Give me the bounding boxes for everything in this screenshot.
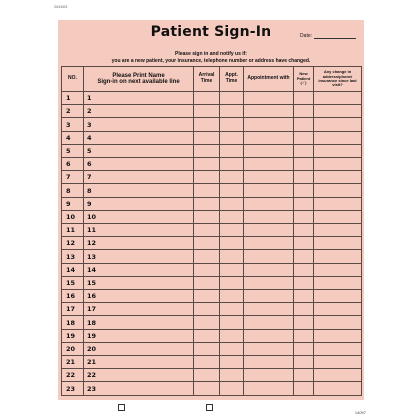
name-cell[interactable]: 12 bbox=[84, 237, 194, 250]
appt-time-cell[interactable] bbox=[220, 276, 244, 289]
changes-cell[interactable] bbox=[314, 356, 362, 369]
table-row bbox=[62, 356, 362, 369]
notice-line-2: you are a new patient, your insurance, telephone number or address have changed. bbox=[111, 57, 311, 64]
appointment-with-cell[interactable] bbox=[244, 197, 294, 210]
row-number: 21 bbox=[62, 356, 84, 369]
new-patient-cell[interactable] bbox=[294, 118, 314, 131]
form-number: 261603 bbox=[54, 4, 68, 9]
appointment-with-cell[interactable] bbox=[244, 131, 294, 144]
row-number: 16 bbox=[62, 290, 84, 303]
appt-time-cell[interactable] bbox=[220, 369, 244, 382]
arrival-time-cell[interactable] bbox=[194, 237, 220, 250]
table-row bbox=[62, 303, 362, 316]
changes-cell[interactable] bbox=[314, 276, 362, 289]
appointment-with-cell[interactable] bbox=[244, 290, 294, 303]
name-cell[interactable]: 8 bbox=[84, 184, 194, 197]
new-patient-cell[interactable] bbox=[294, 197, 314, 210]
changes-cell[interactable] bbox=[314, 158, 362, 171]
table-row bbox=[62, 382, 362, 396]
appointment-with-cell[interactable] bbox=[244, 92, 294, 105]
appt-time-cell[interactable] bbox=[220, 290, 244, 303]
row-number: 2 bbox=[62, 105, 84, 118]
row-number: 9 bbox=[62, 197, 84, 210]
row-number: 3 bbox=[62, 118, 84, 131]
appt-time-cell[interactable] bbox=[220, 118, 244, 131]
arrival-time-cell[interactable] bbox=[194, 382, 220, 396]
appt-time-cell[interactable] bbox=[220, 342, 244, 355]
changes-cell[interactable] bbox=[314, 144, 362, 157]
appt-time-cell[interactable] bbox=[220, 224, 244, 237]
table-row bbox=[62, 250, 362, 263]
appt-time-cell[interactable] bbox=[220, 382, 244, 396]
header-new-patient: New Patient (✓) bbox=[294, 67, 314, 92]
table-row bbox=[62, 158, 362, 171]
new-patient-cell[interactable] bbox=[294, 237, 314, 250]
new-patient-cell[interactable] bbox=[294, 303, 314, 316]
changes-cell[interactable] bbox=[314, 263, 362, 276]
header-appt-time: Appt. Time bbox=[220, 67, 244, 92]
name-cell[interactable]: 6 bbox=[84, 158, 194, 171]
appointment-with-cell[interactable] bbox=[244, 316, 294, 329]
table-row bbox=[62, 342, 362, 355]
appt-time-cell[interactable] bbox=[220, 250, 244, 263]
arrival-time-cell[interactable] bbox=[194, 118, 220, 131]
arrival-time-cell[interactable] bbox=[194, 303, 220, 316]
table-row bbox=[62, 118, 362, 131]
row-number: 22 bbox=[62, 369, 84, 382]
appointment-with-cell[interactable] bbox=[244, 356, 294, 369]
new-patient-cell[interactable] bbox=[294, 316, 314, 329]
changes-cell[interactable] bbox=[314, 118, 362, 131]
changes-cell[interactable] bbox=[314, 197, 362, 210]
new-patient-cell[interactable] bbox=[294, 131, 314, 144]
name-cell[interactable]: 11 bbox=[84, 224, 194, 237]
changes-cell[interactable] bbox=[314, 210, 362, 223]
appointment-with-cell[interactable] bbox=[244, 224, 294, 237]
new-patient-cell[interactable] bbox=[294, 92, 314, 105]
bottom-checkbox-left[interactable] bbox=[118, 404, 125, 411]
name-cell[interactable]: 1 bbox=[84, 92, 194, 105]
row-number: 5 bbox=[62, 144, 84, 157]
table-row bbox=[62, 276, 362, 289]
notice-line-1: Please sign in and notify us if: bbox=[175, 51, 247, 57]
new-patient-cell[interactable] bbox=[294, 276, 314, 289]
appt-time-cell[interactable] bbox=[220, 316, 244, 329]
row-number: 10 bbox=[62, 210, 84, 223]
new-patient-cell[interactable] bbox=[294, 184, 314, 197]
changes-cell[interactable] bbox=[314, 342, 362, 355]
changes-cell[interactable] bbox=[314, 316, 362, 329]
arrival-time-cell[interactable] bbox=[194, 369, 220, 382]
appt-time-cell[interactable] bbox=[220, 144, 244, 157]
appt-time-cell[interactable] bbox=[220, 237, 244, 250]
arrival-time-cell[interactable] bbox=[194, 184, 220, 197]
arrival-time-cell[interactable] bbox=[194, 171, 220, 184]
name-cell[interactable]: 19 bbox=[84, 329, 194, 342]
table-header-row bbox=[62, 67, 362, 92]
table-row bbox=[62, 316, 362, 329]
arrival-time-cell[interactable] bbox=[194, 316, 220, 329]
arrival-time-cell[interactable] bbox=[194, 276, 220, 289]
appointment-with-cell[interactable] bbox=[244, 105, 294, 118]
changes-cell[interactable] bbox=[314, 92, 362, 105]
appt-time-cell[interactable] bbox=[220, 131, 244, 144]
appt-time-cell[interactable] bbox=[220, 171, 244, 184]
table-row bbox=[62, 184, 362, 197]
row-number: 18 bbox=[62, 316, 84, 329]
appointment-with-cell[interactable] bbox=[244, 250, 294, 263]
row-number: 13 bbox=[62, 250, 84, 263]
appointment-with-cell[interactable] bbox=[244, 118, 294, 131]
arrival-time-cell[interactable] bbox=[194, 105, 220, 118]
appt-time-cell[interactable] bbox=[220, 197, 244, 210]
table-row bbox=[62, 237, 362, 250]
sign-in-sheet bbox=[58, 20, 364, 400]
table-row bbox=[62, 131, 362, 144]
new-patient-cell[interactable] bbox=[294, 224, 314, 237]
form-code: 14097 bbox=[354, 410, 366, 415]
changes-cell[interactable] bbox=[314, 250, 362, 263]
appt-time-cell[interactable] bbox=[220, 158, 244, 171]
header-changes: Any change in address/phone/ insurance since last visit? bbox=[314, 67, 362, 92]
table-row bbox=[62, 144, 362, 157]
date-label: Date: bbox=[300, 33, 312, 39]
appointment-with-cell[interactable] bbox=[244, 237, 294, 250]
changes-cell[interactable] bbox=[314, 303, 362, 316]
bottom-checkbox-right[interactable] bbox=[206, 404, 213, 411]
arrival-time-cell[interactable] bbox=[194, 263, 220, 276]
appt-time-cell[interactable] bbox=[220, 263, 244, 276]
appointment-with-cell[interactable] bbox=[244, 342, 294, 355]
appt-time-cell[interactable] bbox=[220, 184, 244, 197]
name-cell[interactable]: 14 bbox=[84, 263, 194, 276]
appointment-with-cell[interactable] bbox=[244, 276, 294, 289]
name-cell[interactable]: 10 bbox=[84, 210, 194, 223]
row-number: 17 bbox=[62, 303, 84, 316]
header-name-line-2: Sign-in on next available line bbox=[97, 79, 180, 85]
header-arrival-time: Arrival Time bbox=[194, 67, 220, 92]
appointment-with-cell[interactable] bbox=[244, 171, 294, 184]
appointment-with-cell[interactable] bbox=[244, 263, 294, 276]
row-number: 6 bbox=[62, 158, 84, 171]
changes-cell[interactable] bbox=[314, 171, 362, 184]
name-cell[interactable]: 5 bbox=[84, 144, 194, 157]
arrival-time-cell[interactable] bbox=[194, 356, 220, 369]
new-patient-cell[interactable] bbox=[294, 144, 314, 157]
name-cell[interactable]: 17 bbox=[84, 303, 194, 316]
table-row bbox=[62, 224, 362, 237]
row-number: 14 bbox=[62, 263, 84, 276]
table-row bbox=[62, 92, 362, 105]
new-patient-cell[interactable] bbox=[294, 290, 314, 303]
new-patient-cell[interactable] bbox=[294, 369, 314, 382]
sign-in-table bbox=[61, 66, 362, 396]
arrival-time-cell[interactable] bbox=[194, 342, 220, 355]
table-row bbox=[62, 369, 362, 382]
row-number: 8 bbox=[62, 184, 84, 197]
table-row bbox=[62, 171, 362, 184]
appt-time-cell[interactable] bbox=[220, 210, 244, 223]
changes-cell[interactable] bbox=[314, 184, 362, 197]
row-number: 12 bbox=[62, 237, 84, 250]
appointment-with-cell[interactable] bbox=[244, 303, 294, 316]
appt-time-cell[interactable] bbox=[220, 303, 244, 316]
appt-time-cell[interactable] bbox=[220, 105, 244, 118]
header-name bbox=[84, 67, 194, 92]
name-cell[interactable]: 21 bbox=[84, 356, 194, 369]
appointment-with-cell[interactable] bbox=[244, 184, 294, 197]
name-cell[interactable]: 2 bbox=[84, 105, 194, 118]
row-number: 1 bbox=[62, 92, 84, 105]
appt-time-cell[interactable] bbox=[220, 92, 244, 105]
name-cell[interactable]: 7 bbox=[84, 171, 194, 184]
new-patient-cell[interactable] bbox=[294, 382, 314, 396]
changes-cell[interactable] bbox=[314, 369, 362, 382]
name-cell[interactable]: 18 bbox=[84, 316, 194, 329]
changes-cell[interactable] bbox=[314, 224, 362, 237]
header-name-line-1: Please Print Name bbox=[112, 72, 165, 79]
date-line[interactable] bbox=[314, 32, 356, 39]
name-cell[interactable]: 16 bbox=[84, 290, 194, 303]
new-patient-cell[interactable] bbox=[294, 171, 314, 184]
table-row bbox=[62, 290, 362, 303]
row-number: 11 bbox=[62, 224, 84, 237]
name-cell[interactable]: 3 bbox=[84, 118, 194, 131]
changes-cell[interactable] bbox=[314, 329, 362, 342]
arrival-time-cell[interactable] bbox=[194, 210, 220, 223]
arrival-time-cell[interactable] bbox=[194, 158, 220, 171]
arrival-time-cell[interactable] bbox=[194, 224, 220, 237]
row-number: 19 bbox=[62, 329, 84, 342]
name-cell[interactable]: 22 bbox=[84, 369, 194, 382]
arrival-time-cell[interactable] bbox=[194, 250, 220, 263]
changes-cell[interactable] bbox=[314, 237, 362, 250]
name-cell[interactable]: 13 bbox=[84, 250, 194, 263]
new-patient-cell[interactable] bbox=[294, 263, 314, 276]
row-number: 15 bbox=[62, 276, 84, 289]
row-number: 4 bbox=[62, 131, 84, 144]
new-patient-cell[interactable] bbox=[294, 250, 314, 263]
table-row bbox=[62, 210, 362, 223]
table-row bbox=[62, 105, 362, 118]
table-row bbox=[62, 197, 362, 210]
header-no: NO. bbox=[62, 67, 84, 92]
new-patient-cell[interactable] bbox=[294, 158, 314, 171]
appointment-with-cell[interactable] bbox=[244, 158, 294, 171]
changes-cell[interactable] bbox=[314, 290, 362, 303]
arrival-time-cell[interactable] bbox=[194, 329, 220, 342]
name-cell[interactable]: 23 bbox=[84, 382, 194, 396]
name-cell[interactable]: 4 bbox=[84, 131, 194, 144]
changes-cell[interactable] bbox=[314, 105, 362, 118]
row-number: 20 bbox=[62, 342, 84, 355]
appointment-with-cell[interactable] bbox=[244, 144, 294, 157]
changes-cell[interactable] bbox=[314, 382, 362, 396]
new-patient-cell[interactable] bbox=[294, 356, 314, 369]
arrival-time-cell[interactable] bbox=[194, 290, 220, 303]
row-number: 7 bbox=[62, 171, 84, 184]
new-patient-cell[interactable] bbox=[294, 105, 314, 118]
appt-time-cell[interactable] bbox=[220, 329, 244, 342]
changes-cell[interactable] bbox=[314, 131, 362, 144]
table-row bbox=[62, 329, 362, 342]
page-title: Patient Sign-In bbox=[150, 24, 272, 40]
appointment-with-cell[interactable] bbox=[244, 210, 294, 223]
name-cell[interactable]: 15 bbox=[84, 276, 194, 289]
name-cell[interactable]: 9 bbox=[84, 197, 194, 210]
appointment-with-cell[interactable] bbox=[244, 382, 294, 396]
header-appointment-with: Appointment with bbox=[244, 67, 294, 92]
new-patient-cell[interactable] bbox=[294, 342, 314, 355]
table-row bbox=[62, 263, 362, 276]
arrival-time-cell[interactable] bbox=[194, 197, 220, 210]
appt-time-cell[interactable] bbox=[220, 356, 244, 369]
date-field[interactable] bbox=[300, 32, 356, 39]
new-patient-cell[interactable] bbox=[294, 210, 314, 223]
sign-in-notice bbox=[58, 51, 364, 64]
arrival-time-cell[interactable] bbox=[194, 131, 220, 144]
arrival-time-cell[interactable] bbox=[194, 144, 220, 157]
appointment-with-cell[interactable] bbox=[244, 369, 294, 382]
row-number: 23 bbox=[62, 382, 84, 396]
arrival-time-cell[interactable] bbox=[194, 92, 220, 105]
name-cell[interactable]: 20 bbox=[84, 342, 194, 355]
new-patient-cell[interactable] bbox=[294, 329, 314, 342]
appointment-with-cell[interactable] bbox=[244, 329, 294, 342]
